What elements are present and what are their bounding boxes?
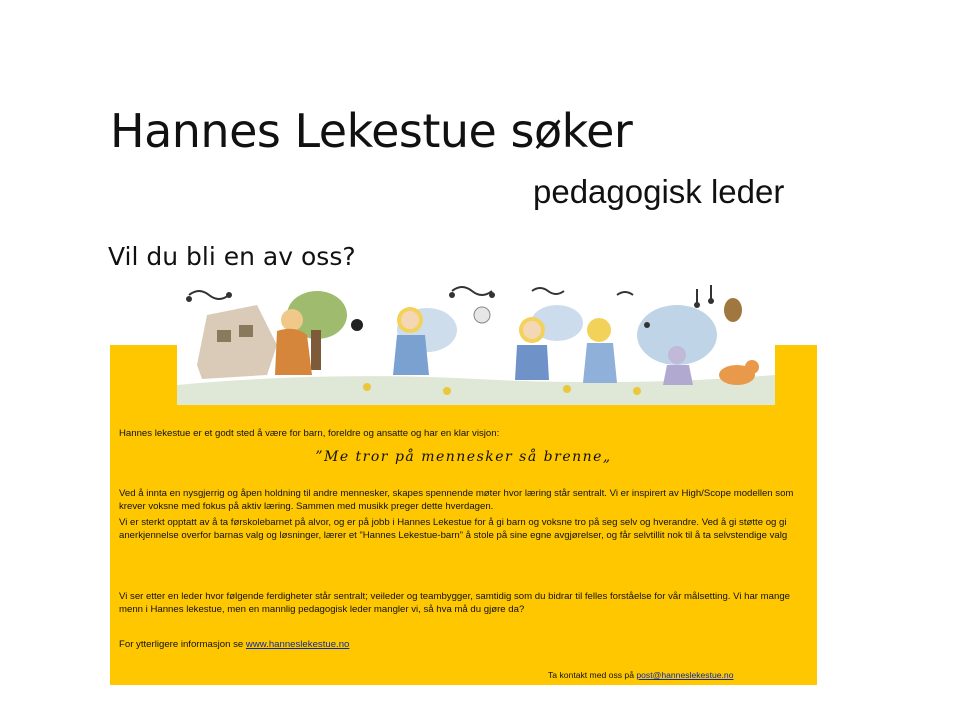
email-link[interactable]: post@hanneslekestue.no bbox=[636, 670, 734, 680]
page-subtitle: pedagogisk leder bbox=[533, 173, 785, 210]
page-title: Hannes Lekestue søker bbox=[110, 104, 633, 158]
paragraph-leader: Vi ser etter en leder hvor følgende ferdigheter står sentralt; veileder og teambygger, samtidig som du bidrar til felles forståelse for vår målsetting. Vi har mange menn i Hannes lekestue, men en mannlig pedagogisk leder mangler vi, så hva må du gjøre da? bbox=[119, 591, 791, 615]
website-link[interactable]: www.hanneslekestue.no bbox=[245, 639, 350, 650]
contact-line bbox=[548, 670, 734, 680]
vision-motto: ”Me tror på mennesker så brenne„ bbox=[315, 449, 612, 465]
info-line bbox=[119, 639, 809, 652]
children-music-parade-illustration bbox=[177, 275, 775, 405]
info-label: For ytterligere informasjon se bbox=[119, 639, 246, 650]
parade-illustration-icon bbox=[177, 275, 775, 405]
intro-text: Hannes lekestue er et godt sted å være for barn, foreldre og ansatte og har en klar visjon: bbox=[119, 428, 500, 439]
question-heading: Vil du bli en av oss? bbox=[108, 242, 356, 271]
paragraph-preschool: Vi er sterkt opptatt av å ta førskolebarnet på alvor, og er på jobb i Hannes Lekestue for å gi barn og voksne tro på seg selv og hverandre. Ved å gi støtte og gi anerkjennelse overfor barnas valg og løsninger, lærer et ”Hannes Lekestue-barn” å stole på sine egne avgjørelser, og får selvtillit nok til å ta selvstendige valg bbox=[119, 517, 788, 541]
paragraph-curiosity: Ved å innta en nysgjerrig og åpen holdning til andre mennesker, skapes spennende møter hvor læring står sentralt. Vi er inspirert av High/Scope modellen som krever voksne med fokus på aktiv læring. Sammen med musikk preger dette hverdagen. bbox=[119, 488, 794, 512]
contact-label: Ta kontakt med oss på bbox=[548, 670, 637, 680]
